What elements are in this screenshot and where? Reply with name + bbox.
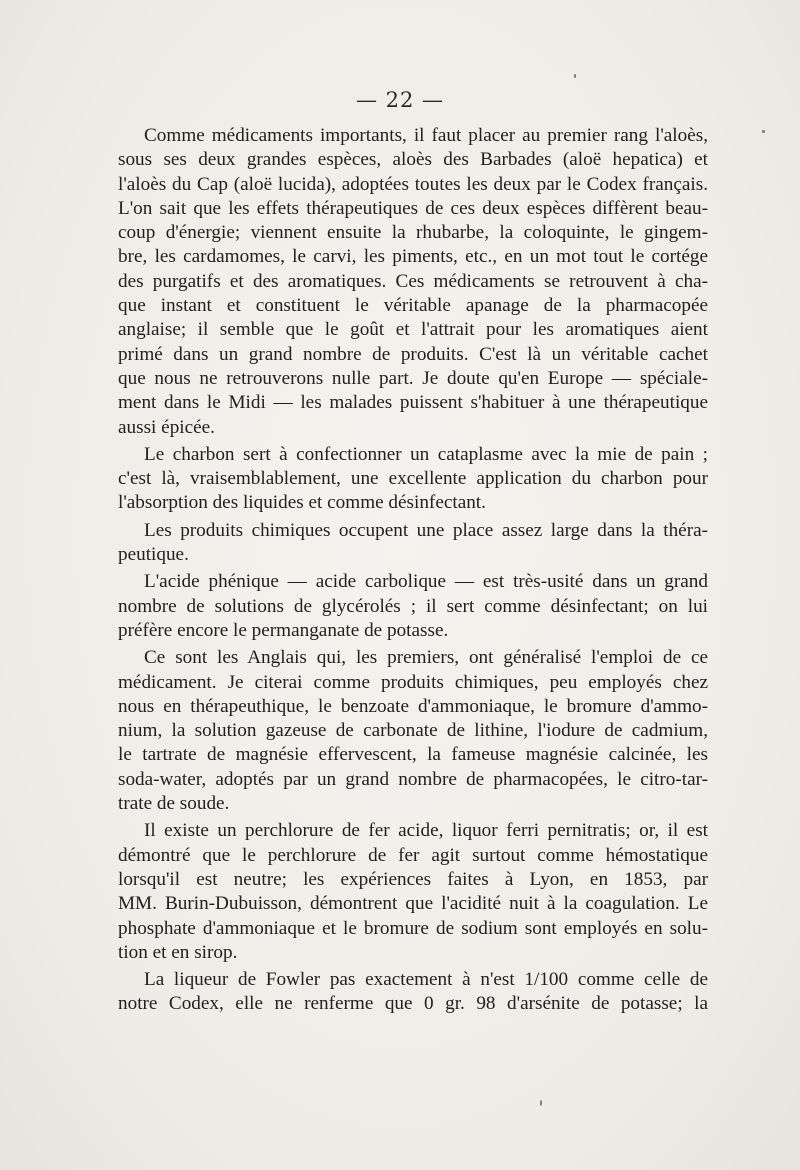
- text-line: L'on sait que les effets thérapeutiques de ces deux espèces diffèrent beau-: [118, 197, 708, 219]
- text-line: nous en thérapeuthique, le benzoate d'ammoniaque, le bromure d'ammo-: [118, 695, 708, 717]
- text-line: ment dans le Midi — les malades puissent s'habituer à une thérapeutique: [118, 392, 708, 414]
- paragraph-fowler: [118, 968, 708, 1017]
- paragraph-perchlorure: [118, 819, 708, 965]
- text-line: nium, la solution gazeuse de carbonate de lithine, l'iodure de cadmium,: [118, 720, 708, 742]
- text-line: c'est là, vraisemblablement, une excellente application du charbon pour: [118, 468, 708, 490]
- text-line: primé dans un grand nombre de produits. C'est là un véritable cachet: [118, 343, 708, 365]
- text-line: que instant et constituent le véritable apanage de la pharmacopée: [118, 295, 708, 317]
- scan-speck: [540, 1100, 542, 1106]
- paragraph-aloes: [118, 124, 708, 440]
- text-line: bre, les cardamomes, le carvi, les piments, etc., en un mot tout le cortége: [118, 246, 708, 268]
- page-number: — 22 —: [355, 88, 445, 112]
- text-line: l'absorption des liquides et comme désinfectant.: [118, 492, 486, 514]
- text-line: médicament. Je citerai comme produits chimiques, peu employés chez: [118, 671, 708, 693]
- text-line: le tartrate de magnésie effervescent, la fameuse magnésie calcinée, les: [118, 744, 708, 766]
- text-line: démontré que le perchlorure de fer agit surtout comme hémostatique: [118, 844, 708, 866]
- text-line: Comme médicaments importants, il faut placer au premier rang l'aloès,: [144, 125, 708, 146]
- text-line: phosphate d'ammoniaque et le bromure de sodium sont employés en solu-: [118, 917, 708, 939]
- text-line: aussi épicée.: [118, 416, 215, 438]
- text-line: Ce sont les Anglais qui, les premiers, ont généralisé l'emploi de ce: [144, 647, 708, 669]
- text-line: que nous ne retrouverons nulle part. Je doute qu'en Europe — spéciale-: [118, 367, 708, 389]
- scan-speck: [574, 74, 576, 78]
- text-line: MM. Burin-Dubuisson, démontrent que l'acidité nuit à la coagulation. Le: [118, 893, 708, 915]
- text-line: La liqueur de Fowler pas exactement à n'est 1/100 comme celle de: [144, 969, 708, 991]
- text-line: Les produits chimiques occupent une place assez large dans la théra-: [144, 519, 708, 541]
- text-line: L'acide phénique — acide carbolique — est très-usité dans un grand: [144, 571, 708, 593]
- text-line: coup d'énergie; viennent ensuite la rhubarbe, la coloquinte, le gingem-: [118, 222, 708, 244]
- text-line: lorsqu'il est neutre; les expériences faites à Lyon, en 1853, par: [118, 868, 708, 890]
- paragraph-acide-phenique: [118, 570, 708, 643]
- text-line: Le charbon sert à confectionner un cataplasme avec la mie de pain ;: [144, 443, 708, 465]
- text-line: des purgatifs et des aromatiques. Ces médicaments se retrouvent à cha-: [118, 270, 708, 292]
- text-line: l'aloès du Cap (aloë lucida), adoptées toutes les deux par le Codex français.: [118, 173, 708, 195]
- text-line: tion et en sirop.: [118, 941, 238, 963]
- text-line: trate de soude.: [118, 793, 230, 815]
- text-line: notre Codex, elle ne renferme que 0 gr. 98 d'arsénite de potasse; la: [118, 993, 708, 1015]
- text-line: anglaise; il semble que le goût et l'attrait pour les aromatiques aient: [118, 319, 708, 341]
- text-line: préfère encore le permanganate de potasse.: [118, 619, 449, 641]
- text-line: peutique.: [118, 544, 189, 566]
- text-line: Il existe un perchlorure de fer acide, liquor ferri pernitratis; or, il est: [144, 820, 708, 842]
- text-line: sous ses deux grandes espèces, aloès des Barbades (aloë hepatica) et: [118, 149, 708, 171]
- paragraph-charbon: [118, 443, 708, 516]
- text-line: soda-water, adoptés par un grand nombre de pharmacopées, le citro-tar-: [118, 768, 708, 790]
- text-line: nombre de solutions de glycérolés ; il sert comme désinfectant; on lui: [118, 595, 708, 617]
- body-text: [118, 124, 708, 1020]
- paragraph-produits-chimiques: [118, 519, 708, 568]
- paragraph-anglais: [118, 646, 708, 816]
- scan-speck: [762, 130, 765, 133]
